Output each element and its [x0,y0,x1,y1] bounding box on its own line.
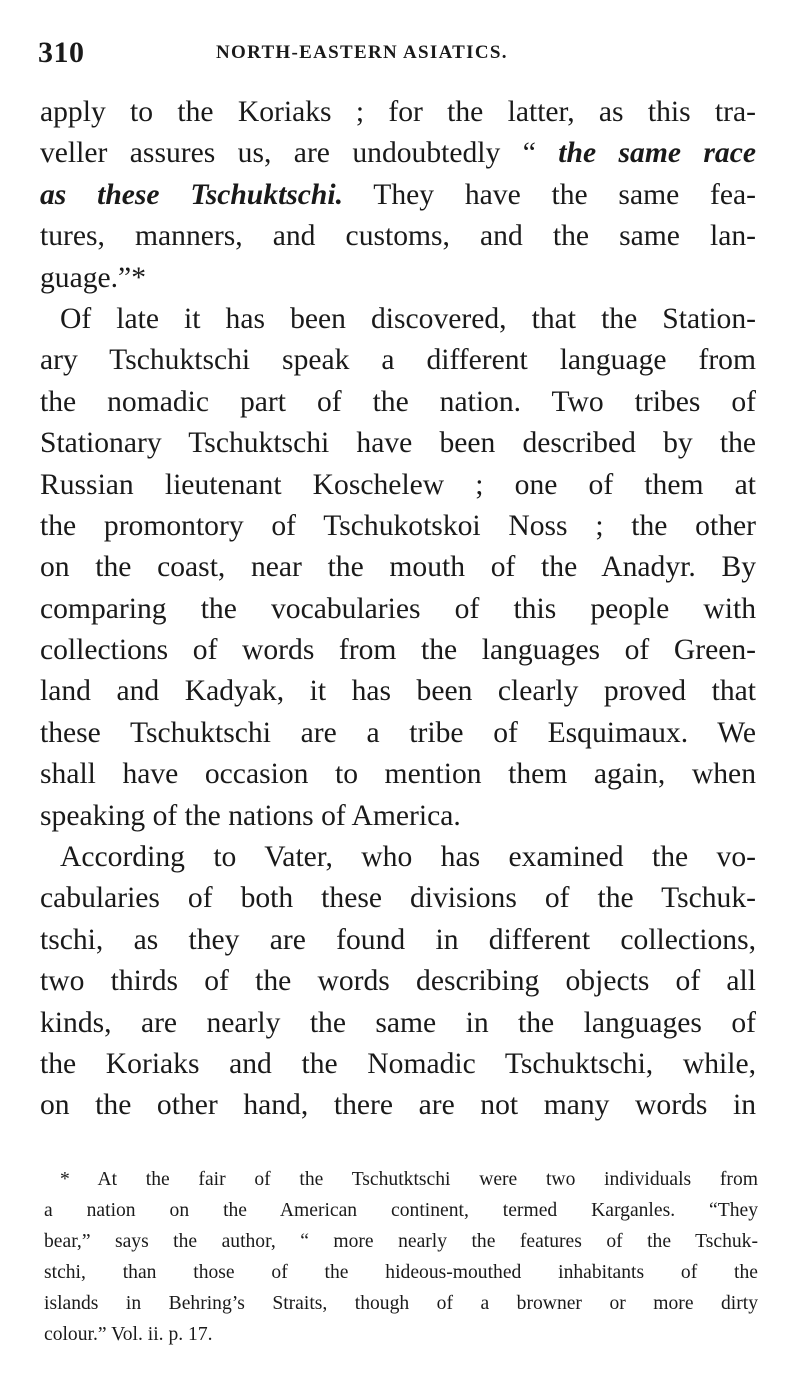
body-text [40,92,756,1127]
text-line: the promontory of Tschukotskoi Noss ; the other [40,509,756,542]
footnote [44,1164,758,1350]
text-line: on the coast, near the mouth of the Anadyr. By [40,551,756,584]
footnote-line: * At the fair of the Tschutktschi were two individuals from [60,1169,758,1190]
text-line: speaking of the nations of America. [40,799,461,832]
italic-quote: as these Tschuktschi. [40,178,344,211]
text-line: guage.”* [40,261,146,294]
text-line: as these Tschuktschi. They have the same fea- [40,178,756,211]
text-line: kinds, are nearly the same in the languages of [40,1006,756,1039]
text-line: collections of words from the languages of Green- [40,634,756,667]
text-line: ary Tschuktschi speak a different language from [40,344,756,377]
text-line: comparing the vocabularies of this people with [40,592,756,625]
text-line: these Tschuktschi are a tribe of Esquimaux. We [40,716,756,749]
text-line: on the other hand, there are not many words in [40,1089,756,1122]
text-line: two thirds of the words describing objects of all [40,965,756,998]
paragraph-start-line: According to Vater, who has examined the vo- [60,841,756,874]
text-line: the nomadic part of the nation. Two tribes of [40,385,756,418]
text-line: the Koriaks and the Nomadic Tschuktschi, while, [40,1047,756,1080]
text-line: Stationary Tschuktschi have been described by the [40,427,756,460]
footnote-line: islands in Behring’s Straits, though of a browner or more dirty [44,1293,758,1314]
text-line: cabularies of both these divisions of the Tschuk- [40,882,756,915]
footnote-line: colour.” Vol. ii. p. 17. [44,1324,213,1345]
paragraph-start-line: Of late it has been discovered, that the Station- [60,302,756,335]
footnote-line: bear,” says the author, “ more nearly the features of the Tschuk- [44,1231,758,1252]
page-number: 310 [38,36,85,69]
text-line: tures, manners, and customs, and the same lan- [40,220,756,253]
text-line: shall have occasion to mention them again, when [40,758,756,791]
text-line: tschi, as they are found in different collections, [40,923,756,956]
footnote-line: a nation on the American continent, termed Karganles. “They [44,1200,758,1221]
running-title: NORTH-EASTERN ASIATICS. [216,42,508,63]
text-line: apply to the Koriaks ; for the latter, as this tra- [40,96,756,128]
italic-quote: the same race [558,137,756,170]
text-line: Russian lieutenant Koschelew ; one of them at [40,468,756,501]
text-line: veller assures us, are undoubtedly “ the same race [40,137,756,170]
footnote-line: stchi, than those of the hideous-mouthed inhabitants of the [44,1262,758,1283]
running-head [38,36,758,76]
text-line: land and Kadyak, it has been clearly proved that [40,675,756,708]
